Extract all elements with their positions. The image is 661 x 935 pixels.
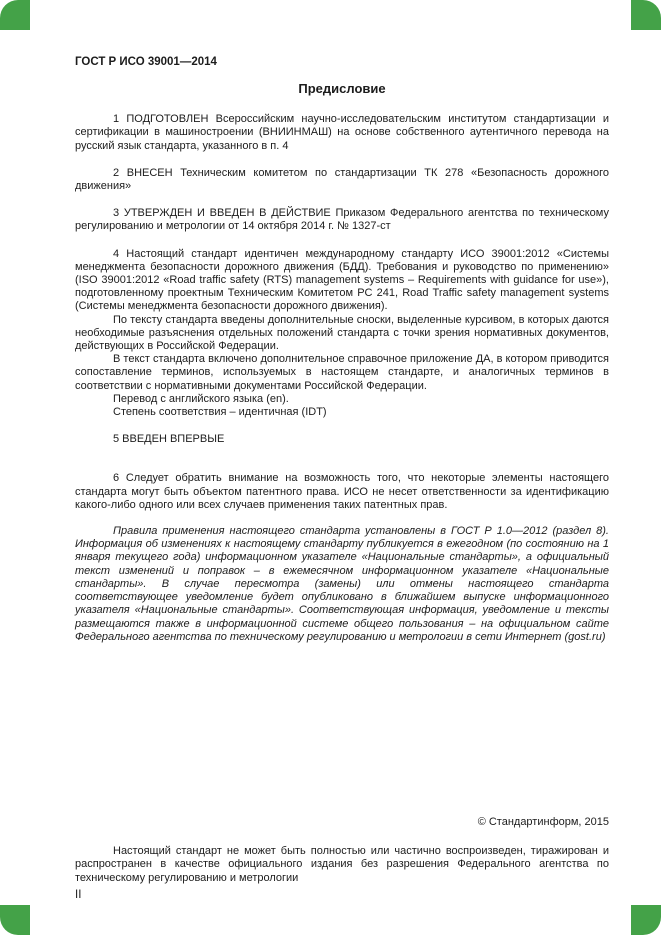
foreword-item-2: 2 ВНЕСЕН Техническим комитетом по стандартизации ТК 278 «Безопасность дорожного движения» bbox=[75, 166, 609, 193]
foreword-equivalence-line: Степень соответствия – идентичная (IDT) bbox=[113, 406, 327, 419]
corner-decoration-bottom-right-icon bbox=[631, 905, 661, 935]
foreword-item-4: 4 Настоящий стандарт идентичен международному стандарту ИСО 39001:2012 «Системы менеджмента безопасности дорожного движения (БДД). Требования и руководство по применению» (ISO 39001:2012 «Road traffic safety (RTS) management systems – Requirements with guidance for use»), подготовленному проектным Техническим Комитетом РС 241, Road Traffic safety management systems (Системы менеджмента безопасности дорожного движения). bbox=[75, 247, 609, 313]
page-title: Предисловие bbox=[298, 81, 386, 97]
standard-designation: ГОСТ Р ИСО 39001—2014 bbox=[75, 56, 217, 68]
page-number: II bbox=[75, 888, 82, 901]
foreword-item-4-note-2: В текст стандарта включено дополнительное справочное приложение ДА, в котором приводится сопоставление терминов, используемых в настоящем стандарте, и аналогичных терминов в соответствии с нормативными документами Российской Федерации. bbox=[75, 353, 609, 392]
reproduction-notice: Настоящий стандарт не может быть полностью или частично воспроизведен, тиражирован и распространен в качестве официального издания без разрешения Федерального агентства по техническому регулированию и метрологии bbox=[75, 845, 609, 884]
foreword-translation-line: Перевод с английского языка (en). bbox=[113, 392, 289, 405]
page-content bbox=[75, 0, 609, 902]
foreword-item-5: 5 ВВЕДЕН ВПЕРВЫЕ bbox=[113, 433, 225, 446]
corner-decoration-top-right-icon bbox=[631, 0, 661, 30]
foreword-item-3: 3 УТВЕРЖДЕН И ВВЕДЕН В ДЕЙСТВИЕ Приказом Федерального агентства по техническому регулированию и метрологии от 14 октября 2014 г. № 1327-ст bbox=[75, 207, 609, 233]
foreword-item-1: 1 ПОДГОТОВЛЕН Всероссийским научно-исследовательским институтом стандартизации и сертификации в машиностроении (ВНИИНМАШ) на основе собственного аутентичного перевода на русский язык стандарта, указанного в п. 4 bbox=[75, 113, 609, 152]
copyright-notice: © Стандартинформ, 2015 bbox=[477, 815, 609, 828]
corner-decoration-bottom-left-icon bbox=[0, 905, 30, 935]
corner-decoration-top-left-icon bbox=[0, 0, 30, 30]
application-rules-paragraph: Правила применения настоящего стандарта установлены в ГОСТ Р 1.0—2012 (раздел 8). Информация об изменениях к настоящему стандарту публикуется в ежегодном (по состоянию на 1 января текущего года) информационном указателе «Национальные стандарты», а официальный текст изменений и поправок – в ежемесячном информационном указателе «Национальные стандарты». В случае пересмотра (замены) или отмены настоящего стандарта соответствующее уведомление будет опубликовано в ближайшем выпуске информационного указателя «Национальные стандарты». Соответствующая информация, уведомление и тексты размещаются также в информационной системе общего пользования – на официальном сайте Федерального агентства по техническому регулированию и метрологии в сети Интернет (gost.ru) bbox=[75, 525, 609, 643]
foreword-item-6: 6 Следует обратить внимание на возможность того, что некоторые элементы настоящего стандарта могут быть объектом патентного права. ИСО не несет ответственности за идентификацию какого-либо одного или всех случаев применения таких патентных прав. bbox=[75, 472, 609, 511]
foreword-item-4-note-1: По тексту стандарта введены дополнительные сноски, выделенные курсивом, в которых даются необходимые разъяснения отдельных положений стандарта с точки зрения нормативных документов, действующих в Российской Федерации. bbox=[75, 313, 609, 353]
